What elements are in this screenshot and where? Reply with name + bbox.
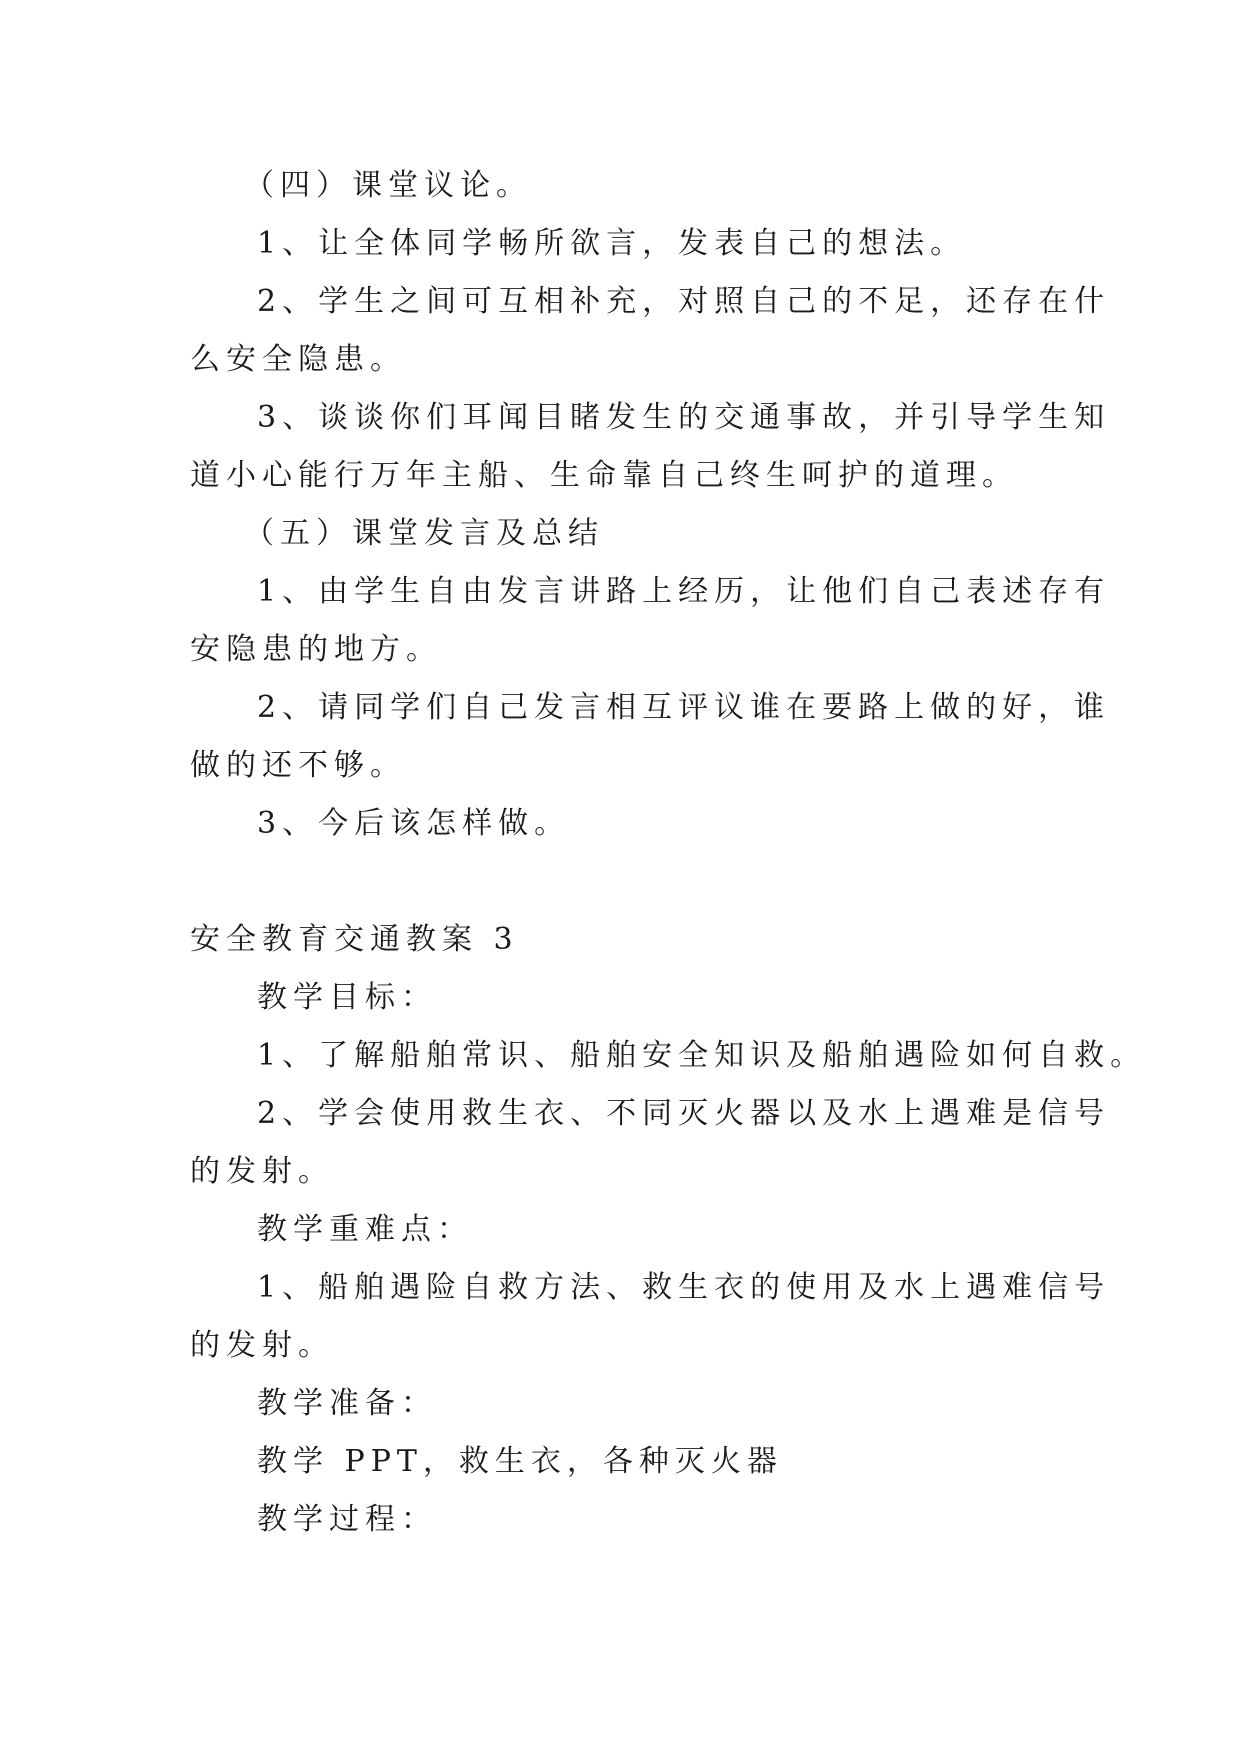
document-title: 安全教育交通教案 3 [190,922,519,957]
paragraph-line: 2、学生之间可互相补充，对照自己的不足，还存在什 [257,284,1111,319]
subheading-preparation: 教学准备： [257,1386,437,1421]
paragraph-line: 1、船舶遇险自救方法、救生衣的使用及水上遇难信号 [257,1270,1111,1305]
paragraph-line: 2、学会使用救生衣、不同灭火器以及水上遇难是信号 [257,1096,1111,1131]
paragraph-line: 教学 PPT，救生衣，各种灭火器 [257,1444,783,1479]
paragraph-line: 的发射。 [190,1154,334,1189]
paragraph-line: 么安全隐患。 [190,342,406,377]
subheading-objectives: 教学目标： [257,980,437,1015]
section-heading-5: （五）课堂发言及总结 [244,516,604,551]
subheading-key-points: 教学重难点： [257,1212,473,1247]
paragraph-line: 安隐患的地方。 [190,632,442,667]
paragraph-line: 1、了解船舶常识、船舶安全知识及船舶遇险如何自救。 [257,1038,1147,1073]
paragraph-line: 1、由学生自由发言讲路上经历，让他们自己表述存有 [257,574,1111,609]
paragraph-line: 做的还不够。 [190,748,406,783]
paragraph-line: 2、请同学们自己发言相互评议谁在要路上做的好，谁 [257,690,1111,725]
paragraph-line: 1、让全体同学畅所欲言，发表自己的想法。 [257,226,967,261]
paragraph-line: 3、今后该怎样做。 [257,806,571,841]
paragraph-line: 3、谈谈你们耳闻目睹发生的交通事故，并引导学生知 [257,400,1111,435]
subheading-process: 教学过程： [257,1502,437,1537]
section-heading-4: （四）课堂议论。 [244,168,532,203]
paragraph-line: 的发射。 [190,1328,334,1363]
paragraph-line: 道小心能行万年主船、生命靠自己终生呵护的道理。 [190,458,1018,493]
